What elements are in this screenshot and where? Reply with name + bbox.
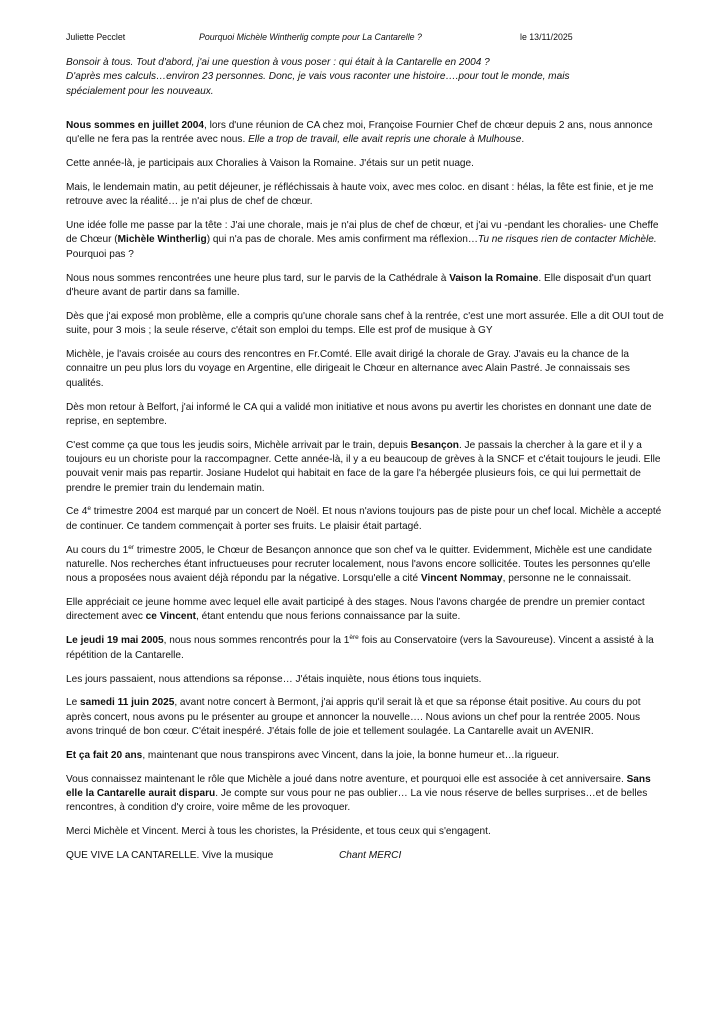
text: Elle appréciait ce jeune homme avec lequel elle avait participé à des stages. Nous l'avons chargée de prendre un premier contact directement avec xyxy=(66,597,645,623)
text: Une idée folle me passe par la tête : J'ai une chorale, mais je n'ai plus de chef de chœur, et j'ai vu -pendant les choralies- une Cheffe de Chœur ( xyxy=(66,220,659,246)
bold-phrase: Sans elle la Cantarelle aurait disparu xyxy=(66,773,651,800)
text: . Je passais la chercher à la gare et il y a toujours eu un choriste pour la raccompagner. Cette année-là, il y a eu beaucoup de grèves à la SNCF et c'était toujours le jeudi. Elle pouvait venir mais pas repartir. Josiane Hudelot qui habitait en face de la gare l'a hébergée plusieurs fois, ce qui lui permettait de prendre le premier train du lendemain matin. xyxy=(66,439,661,494)
text: , nous nous sommes rencontrés pour la 1 xyxy=(163,635,350,647)
intro-paragraph xyxy=(66,56,666,99)
text: . xyxy=(521,134,525,146)
bold-name: Michèle Wintherlig xyxy=(117,234,207,246)
text: . Elle disposait d'un quart d'heure avant de partir dans sa famille. xyxy=(66,272,651,298)
italic-quote: Elle a trop de travail, elle avait repris une chorale à Mulhouse xyxy=(248,134,522,146)
paragraph-thursdays xyxy=(66,439,666,496)
closing-line xyxy=(66,849,666,863)
intro-line-1: Bonsoir à tous. Tout d'abord, j'ai une question à vous poser : qui était à la Cantarelle en 2004 ? xyxy=(66,57,490,68)
text: Ce 4 xyxy=(66,506,88,518)
superscript: ère xyxy=(349,634,359,642)
text: fois au Conservatoire (vers la Savoureuse). Vincent a assisté à la répétition de la Cantarelle. xyxy=(66,635,654,661)
header-author: Juliette Pecclet xyxy=(66,32,126,42)
text: trimestre 2004 est marqué par un concert de Noël. Et nous n'avions toujours pas de piste pour un chef local. Michèle a accepté de continuer. Ce tandem commençait à porter ses fruits. Le plaisir était partagé. xyxy=(66,506,662,532)
header-date: le 13/11/2025 xyxy=(520,32,573,42)
intro-line-2: D'après mes calculs…environ 23 personnes. Donc, je vais vous raconter une histoire….pour tout le monde, mais xyxy=(66,71,570,83)
text: C'est comme ça que tous les jeudis soirs, Michèle arrivait par le train, depuis xyxy=(66,439,411,451)
bold-place: Besançon xyxy=(410,439,459,451)
bold-date: Nous sommes en juillet 2004 xyxy=(66,119,205,131)
text: Nous nous sommes rencontrées une heure plus tard, sur le parvis de la Cathédrale à xyxy=(66,272,450,284)
paragraph-choralies: Cette année-là, je participais aux Choralies à Vaison la Romaine. J'étais sur un petit nuage. xyxy=(66,158,474,170)
italic-quote: Tu ne risques rien de contacter Michèle. xyxy=(477,234,657,246)
superscript: er xyxy=(128,543,135,551)
paragraph-michele: Michèle, je l'avais croisée au cours des rencontres en Fr.Comté. Elle avait dirigé la chorale de Gray. J'avais eu la chance de la connaitre un peu plus lors du voyage en Argentine, elle dirigeait le Chœur en alternance avec Alain Pastré. Je connaissais ses qualités. xyxy=(66,349,630,389)
bold-date: samedi 11 juin 2025 xyxy=(80,697,175,709)
paragraph-trimester-4 xyxy=(66,505,666,534)
page-header xyxy=(66,32,684,46)
paragraph-june-2025 xyxy=(66,696,666,739)
paragraph-belfort: Dès mon retour à Belfort, j'ai informé le CA qui a validé mon initiative et nous avons pu avertir les choristes en donnant une date de reprise, en septembre. xyxy=(66,401,652,427)
bold-place: Vaison la Romaine xyxy=(449,272,539,284)
paragraph-thanks: Merci Michèle et Vincent. Merci à tous les choristes, la Présidente, et tous ceux qui s'engagent. xyxy=(66,826,491,838)
text: Le xyxy=(66,697,81,709)
text: Vous connaissez maintenant le rôle que Michèle a joué dans notre aventure, et pourquoi elle est associée à cet anniversaire. xyxy=(66,773,627,785)
intro-line-3: spécialement pour les nouveaux. xyxy=(66,85,214,97)
text: Au cours du 1 xyxy=(66,544,129,556)
superscript: e xyxy=(87,505,91,513)
closing-slogan: QUE VIVE LA CANTARELLE. Vive la musique xyxy=(66,850,274,862)
paragraph-breakfast: Mais, le lendemain matin, au petit déjeuner, je réfléchissais à haute voix, avec mes coloc. en disant : hélas, la fête est finie, et je me retrouve avec la réalité… je n'ai plus de chef de chœur. xyxy=(66,181,654,208)
paragraph-idea xyxy=(66,219,666,262)
text: , maintenant que nous transpirons avec Vincent, dans la joie, la bonne humeur et…la rigueur. xyxy=(142,749,560,761)
text: . Je compte sur vous pour ne pas oublier… La vie nous réserve de belles surprises…et de belles rencontres, à condition d'y croire, voire même de les provoquer. xyxy=(66,788,648,814)
closing-song: Chant MERCI xyxy=(339,850,402,862)
paragraph-waiting: Les jours passaient, nous attendions sa réponse… J'étais inquiète, nous étions tous inquiets. xyxy=(66,673,482,685)
text: , avant notre concert à Bermont, j'ai appris qu'il serait là et que sa réponse était positive. Au cours du pot après concert, nous avons pu le présenter au groupe et annoncer la nouvelle…. Nous avions un chef pour la rentrée 2005. Nous avons trinqué de bon cœur. C'était inespéré. J'étais folle de joie et tellement soulagée. La Cantarelle avait un AVENIR. xyxy=(66,697,641,737)
text: Pourquoi pas ? xyxy=(66,248,134,260)
text: trimestre 2005, le Chœur de Besançon annonce que son chef va le quitter. Evidemment, Michèle est une candidate naturelle. Nos recherches étant infructueuses pour recruter localement, nous l'avons encore sollicitée. Toutes les personnes qu'elle nous a proposées nous avaient déjà répondu par la négative. Lorsqu'elle a cité xyxy=(66,544,652,585)
paragraph-agreement: Dès que j'ai exposé mon problème, elle a compris qu'une chorale sans chef à la rentrée, c'est une mort assurée. Elle a dit OUI tout de suite, pour 3 mois ; la seule réserve, c'était son emploi du temps. Elle est prof de musique à GY xyxy=(66,310,664,337)
paragraph-vincent-contact xyxy=(66,596,666,625)
bold-name: ce Vincent xyxy=(145,611,196,623)
document-body xyxy=(66,56,666,863)
text: , personne ne le connaissait. xyxy=(502,573,632,585)
paragraph-role xyxy=(66,773,666,816)
paragraph-july-2004 xyxy=(66,119,666,148)
text: , lors d'une réunion de CA chez moi, Françoise Fournier Chef de chœur depuis 2 ans, nous annonce qu'elle ne fera pas la rentrée avec nous. xyxy=(66,119,653,146)
bold-name: Vincent Nommay xyxy=(420,573,503,585)
text: , étant entendu que nous ferions connaissance par la suite. xyxy=(195,611,461,623)
paragraph-20-years xyxy=(66,749,666,763)
paragraph-meeting xyxy=(66,272,666,301)
bold-phrase: Et ça fait 20 ans xyxy=(66,749,143,761)
paragraph-may-2005 xyxy=(66,634,666,663)
text: ) qui n'a pas de chorale. Mes amis confirment ma réflexion… xyxy=(206,234,478,246)
paragraph-trimester-1 xyxy=(66,544,666,587)
header-title: Pourquoi Michèle Wintherlig compte pour La Cantarelle ? xyxy=(199,32,422,42)
bold-date: Le jeudi 19 mai 2005 xyxy=(66,635,164,647)
